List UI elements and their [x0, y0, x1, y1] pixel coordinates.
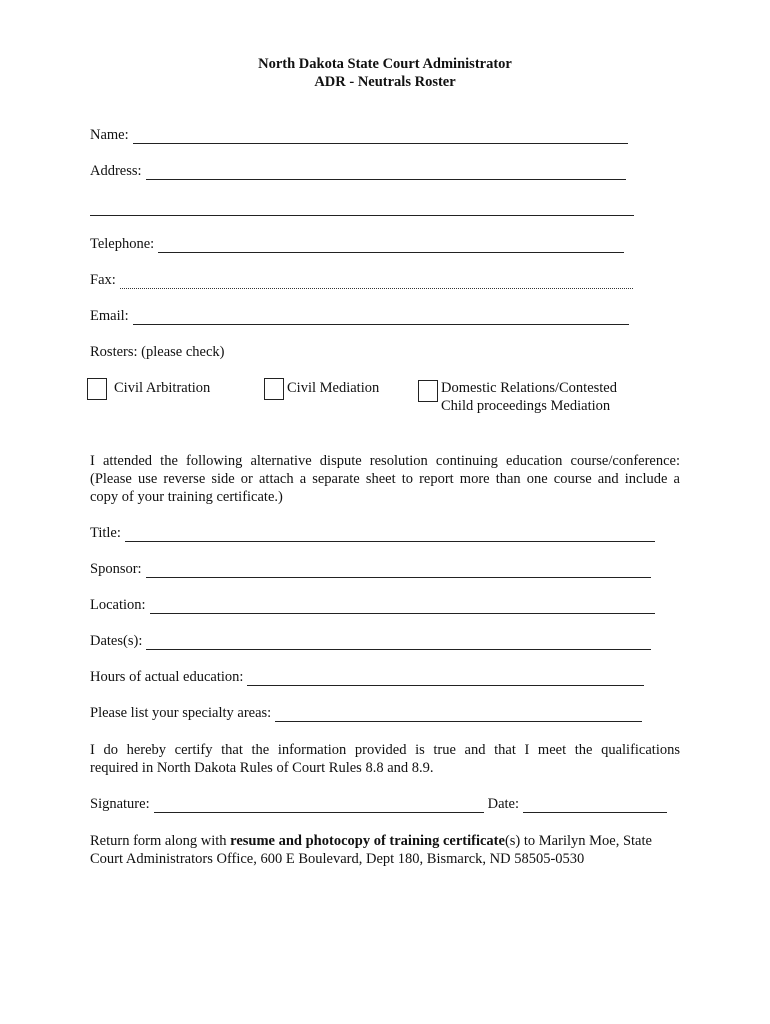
sponsor-field[interactable]	[146, 563, 651, 578]
fax-label: Fax:	[90, 272, 116, 288]
email-row	[90, 305, 629, 325]
telephone-row	[90, 233, 624, 253]
date-label: Date:	[487, 796, 520, 812]
education-intro-line3: copy of your training certificate.)	[90, 489, 283, 505]
email-label: Email:	[90, 308, 129, 324]
address-line2-row	[90, 196, 634, 216]
name-field[interactable]	[133, 129, 628, 144]
certification-line2: required in North Dakota Rules of Court Rules 8.8 and 8.9.	[90, 760, 434, 776]
domestic-relations-label-line2: Child proceedings Mediation	[441, 398, 611, 414]
name-row	[90, 124, 628, 144]
education-intro-line1: I attended the following alternative dispute resolution continuing education course/conference:	[90, 453, 680, 469]
civil-mediation-checkbox[interactable]	[264, 378, 284, 400]
address-line2-field[interactable]	[90, 201, 634, 216]
title-row	[90, 522, 655, 542]
form-subtitle: ADR - Neutrals Roster	[314, 74, 456, 90]
dates-field[interactable]	[146, 635, 651, 650]
specialty-label: Please list your specialty areas:	[90, 705, 272, 721]
certification-text	[90, 741, 680, 777]
signature-field[interactable]	[154, 798, 484, 813]
specialty-field[interactable]	[275, 707, 642, 722]
return-text-bold: resume and photocopy of training certificate	[230, 833, 505, 849]
sponsor-label: Sponsor:	[90, 561, 142, 577]
certification-line1: I do hereby certify that the information provided is true and that I meet the qualifications	[90, 742, 680, 758]
name-label: Name:	[90, 127, 129, 143]
domestic-relations-checkbox[interactable]	[418, 380, 438, 402]
education-intro-line2: (Please use reverse side or attach a separate sheet to report more than one course and include a	[90, 471, 680, 487]
education-intro	[90, 452, 680, 506]
hours-row	[90, 666, 644, 686]
civil-arbitration-checkbox[interactable]	[87, 378, 107, 400]
date-field[interactable]	[523, 798, 667, 813]
dates-row	[90, 630, 651, 650]
location-row	[90, 594, 655, 614]
return-text-start: Return form along with	[90, 833, 231, 849]
signature-label: Signature:	[90, 796, 150, 812]
sponsor-row	[90, 558, 651, 578]
rosters-label: Rosters: (please check)	[90, 344, 225, 360]
signature-row	[90, 793, 667, 813]
form-title: North Dakota State Court Administrator	[258, 56, 512, 72]
course-title-label: Title:	[90, 525, 121, 541]
domestic-relations-label-line1: Domestic Relations/Contested	[441, 380, 617, 396]
address-label: Address:	[90, 163, 142, 179]
telephone-label: Telephone:	[90, 236, 155, 252]
dates-label: Dates(s):	[90, 633, 143, 649]
hours-field[interactable]	[247, 671, 644, 686]
location-label: Location:	[90, 597, 146, 613]
hours-label: Hours of actual education:	[90, 669, 244, 685]
form-header	[0, 55, 770, 91]
return-address: Court Administrators Office, 600 E Boulevard, Dept 180, Bismarck, ND 58505-0530	[90, 851, 585, 867]
civil-arbitration-label: Civil Arbitration	[114, 380, 211, 396]
course-title-field[interactable]	[125, 527, 655, 542]
return-instructions	[90, 832, 680, 868]
address-field[interactable]	[146, 165, 626, 180]
civil-mediation-label: Civil Mediation	[287, 380, 380, 396]
rosters-row	[90, 341, 224, 361]
email-field[interactable]	[133, 310, 629, 325]
location-field[interactable]	[150, 599, 655, 614]
specialty-row	[90, 702, 642, 722]
telephone-field[interactable]	[158, 238, 624, 253]
fax-field[interactable]	[120, 274, 633, 289]
return-text-end: (s) to Marilyn Moe, State	[504, 833, 652, 849]
fax-row	[90, 269, 633, 289]
address-row	[90, 160, 626, 180]
